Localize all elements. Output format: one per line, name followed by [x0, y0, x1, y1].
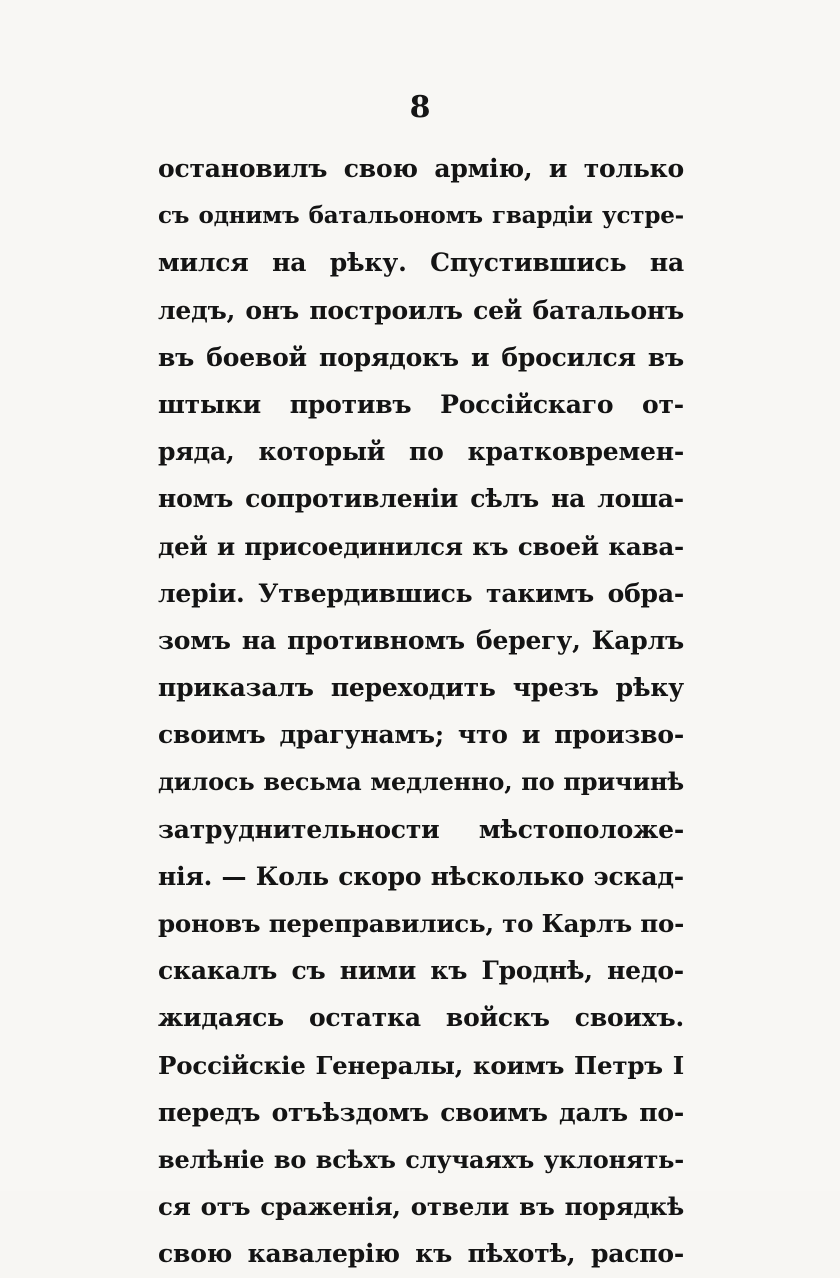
text-line: дилось весьма медленно, по причинѣ	[158, 767, 684, 797]
text-line: нія. — Коль скоро нѣсколько эскад-	[158, 861, 684, 891]
text-line: ряда, который по кратковремен-	[158, 437, 684, 467]
text-line: леріи. Утвердившись такимъ обра-	[158, 578, 684, 608]
text-line: приказалъ переходить чрезъ рѣку	[158, 673, 684, 703]
text-line: своимъ драгунамъ; что и произво-	[158, 720, 684, 750]
text-line: зомъ на противномъ берегу, Карлъ	[158, 625, 684, 655]
text-line: затруднительности мѣстоположе-	[158, 814, 684, 844]
text-line: велѣніе во всѣхъ случаяхъ уклонять-	[158, 1144, 684, 1174]
text-line: штыки противъ Россійскаго от-	[158, 389, 684, 419]
text-line: жидаясь остатка войскъ своихъ.	[158, 1003, 684, 1033]
text-line: съ однимъ батальономъ гвардіи устре-	[158, 202, 684, 230]
text-line: передъ отъѣздомъ своимъ далъ по-	[158, 1097, 684, 1127]
text-line: дей и присоединился къ своей кава-	[158, 531, 684, 561]
text-line: скакалъ съ ними къ Гроднѣ, недо-	[158, 956, 684, 986]
text-line: роновъ переправились, то Карлъ по-	[158, 909, 685, 938]
text-line: Россійскіе Генералы, коимъ Петръ I	[158, 1050, 684, 1080]
text-line: номъ сопротивленіи сѣлъ на лоша-	[158, 484, 684, 514]
text-line: свою кавалерію къ пѣхотѣ, распо-	[158, 1239, 684, 1269]
page-number: 8	[409, 90, 431, 125]
body-text	[158, 145, 684, 1278]
text-line: ся отъ сраженія, отвели въ порядкѣ	[158, 1192, 684, 1222]
text-line: мился на рѣку. Спустившись на	[158, 248, 684, 278]
text-line: остановилъ свою армію, и только	[158, 154, 684, 183]
text-line: ледъ, онъ построилъ сей батальонъ	[158, 295, 684, 325]
text-line: въ боевой порядокъ и бросился въ	[158, 342, 684, 372]
